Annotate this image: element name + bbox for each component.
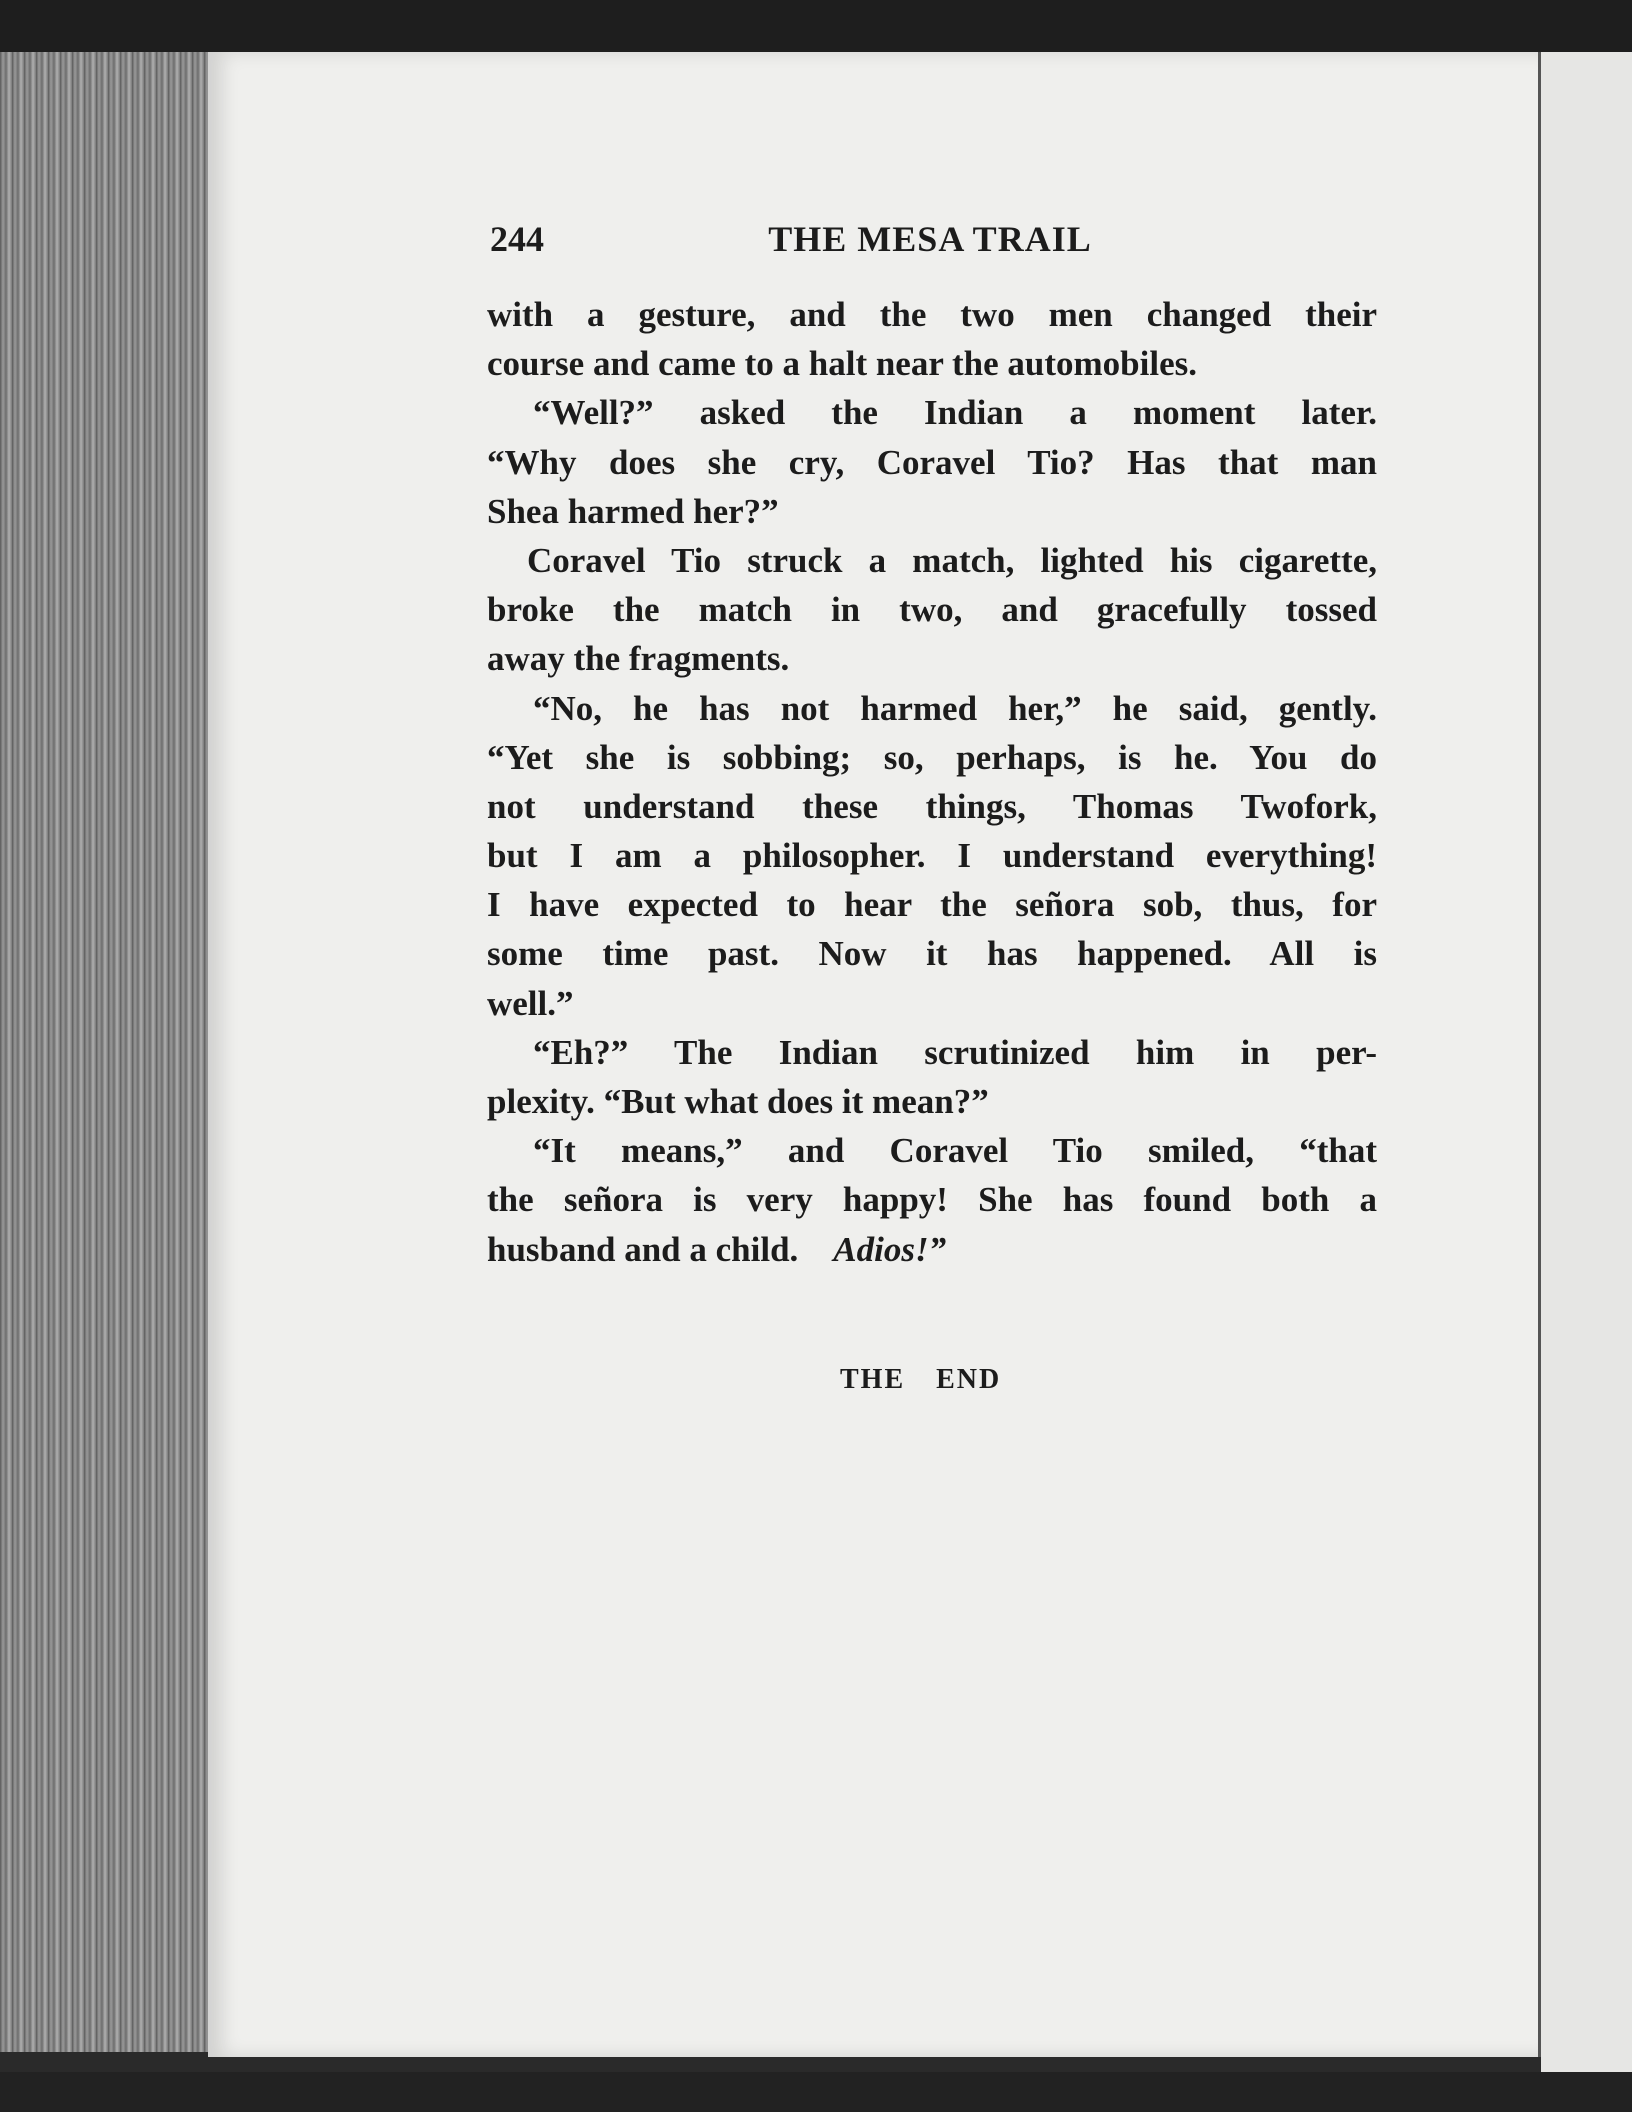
text-line: plexity. “But what does it mean?” — [487, 1082, 989, 1121]
text-line: “Yet she is sobbing; so, perhaps, is he. You do — [487, 737, 1377, 777]
text-line: the señora is very happy! She has found both a — [487, 1180, 1377, 1220]
running-title: THE MESA TRAIL — [768, 219, 1092, 259]
text-line: broke the match in two, and gracefully tossed — [487, 590, 1377, 630]
scan-bottom-border — [0, 2072, 1632, 2112]
closing-word: Adios!” — [833, 1229, 947, 1269]
body-text — [487, 290, 1377, 1274]
scan-top-border — [0, 0, 1632, 58]
book-page-edges — [0, 52, 215, 2052]
text-line: “It means,” and Coravel Tio smiled, “that — [533, 1131, 1377, 1171]
text-line: “Why does she cry, Coravel Tio? Has that man — [487, 442, 1377, 482]
text-line-final — [487, 1225, 1377, 1274]
text-line: Shea harmed her?” — [487, 491, 779, 531]
text-line: course and came to a halt near the automobiles. — [487, 344, 1197, 384]
text-line: not understand these things, Thomas Twofork, — [487, 786, 1377, 826]
page-number: 244 — [490, 219, 544, 259]
text-line: I have expected to hear the señora sob, thus, for — [487, 885, 1377, 925]
running-head — [490, 218, 1370, 262]
text-line: but I am a philosopher. I understand everything! — [487, 836, 1377, 876]
text-line: “Well?” asked the Indian a moment later. — [533, 393, 1377, 433]
text-line: some time past. Now it has happened. All is — [487, 934, 1377, 974]
text-line: Coravel Tio struck a match, lighted his cigarette, — [527, 540, 1377, 580]
text-line: away the fragments. — [487, 639, 790, 679]
text-line: with a gesture, and the two men changed their — [487, 295, 1377, 334]
the-end-label: THE END — [840, 1364, 1002, 1395]
text-line-final-main: husband and a child. — [487, 1229, 799, 1269]
text-line: well.” — [487, 983, 574, 1023]
text-line: “No, he has not harmed her,” he said, gently. — [533, 688, 1377, 728]
text-line: “Eh?” The Indian scrutinized him in per- — [533, 1032, 1377, 1072]
facing-page-edge — [1541, 52, 1632, 2072]
